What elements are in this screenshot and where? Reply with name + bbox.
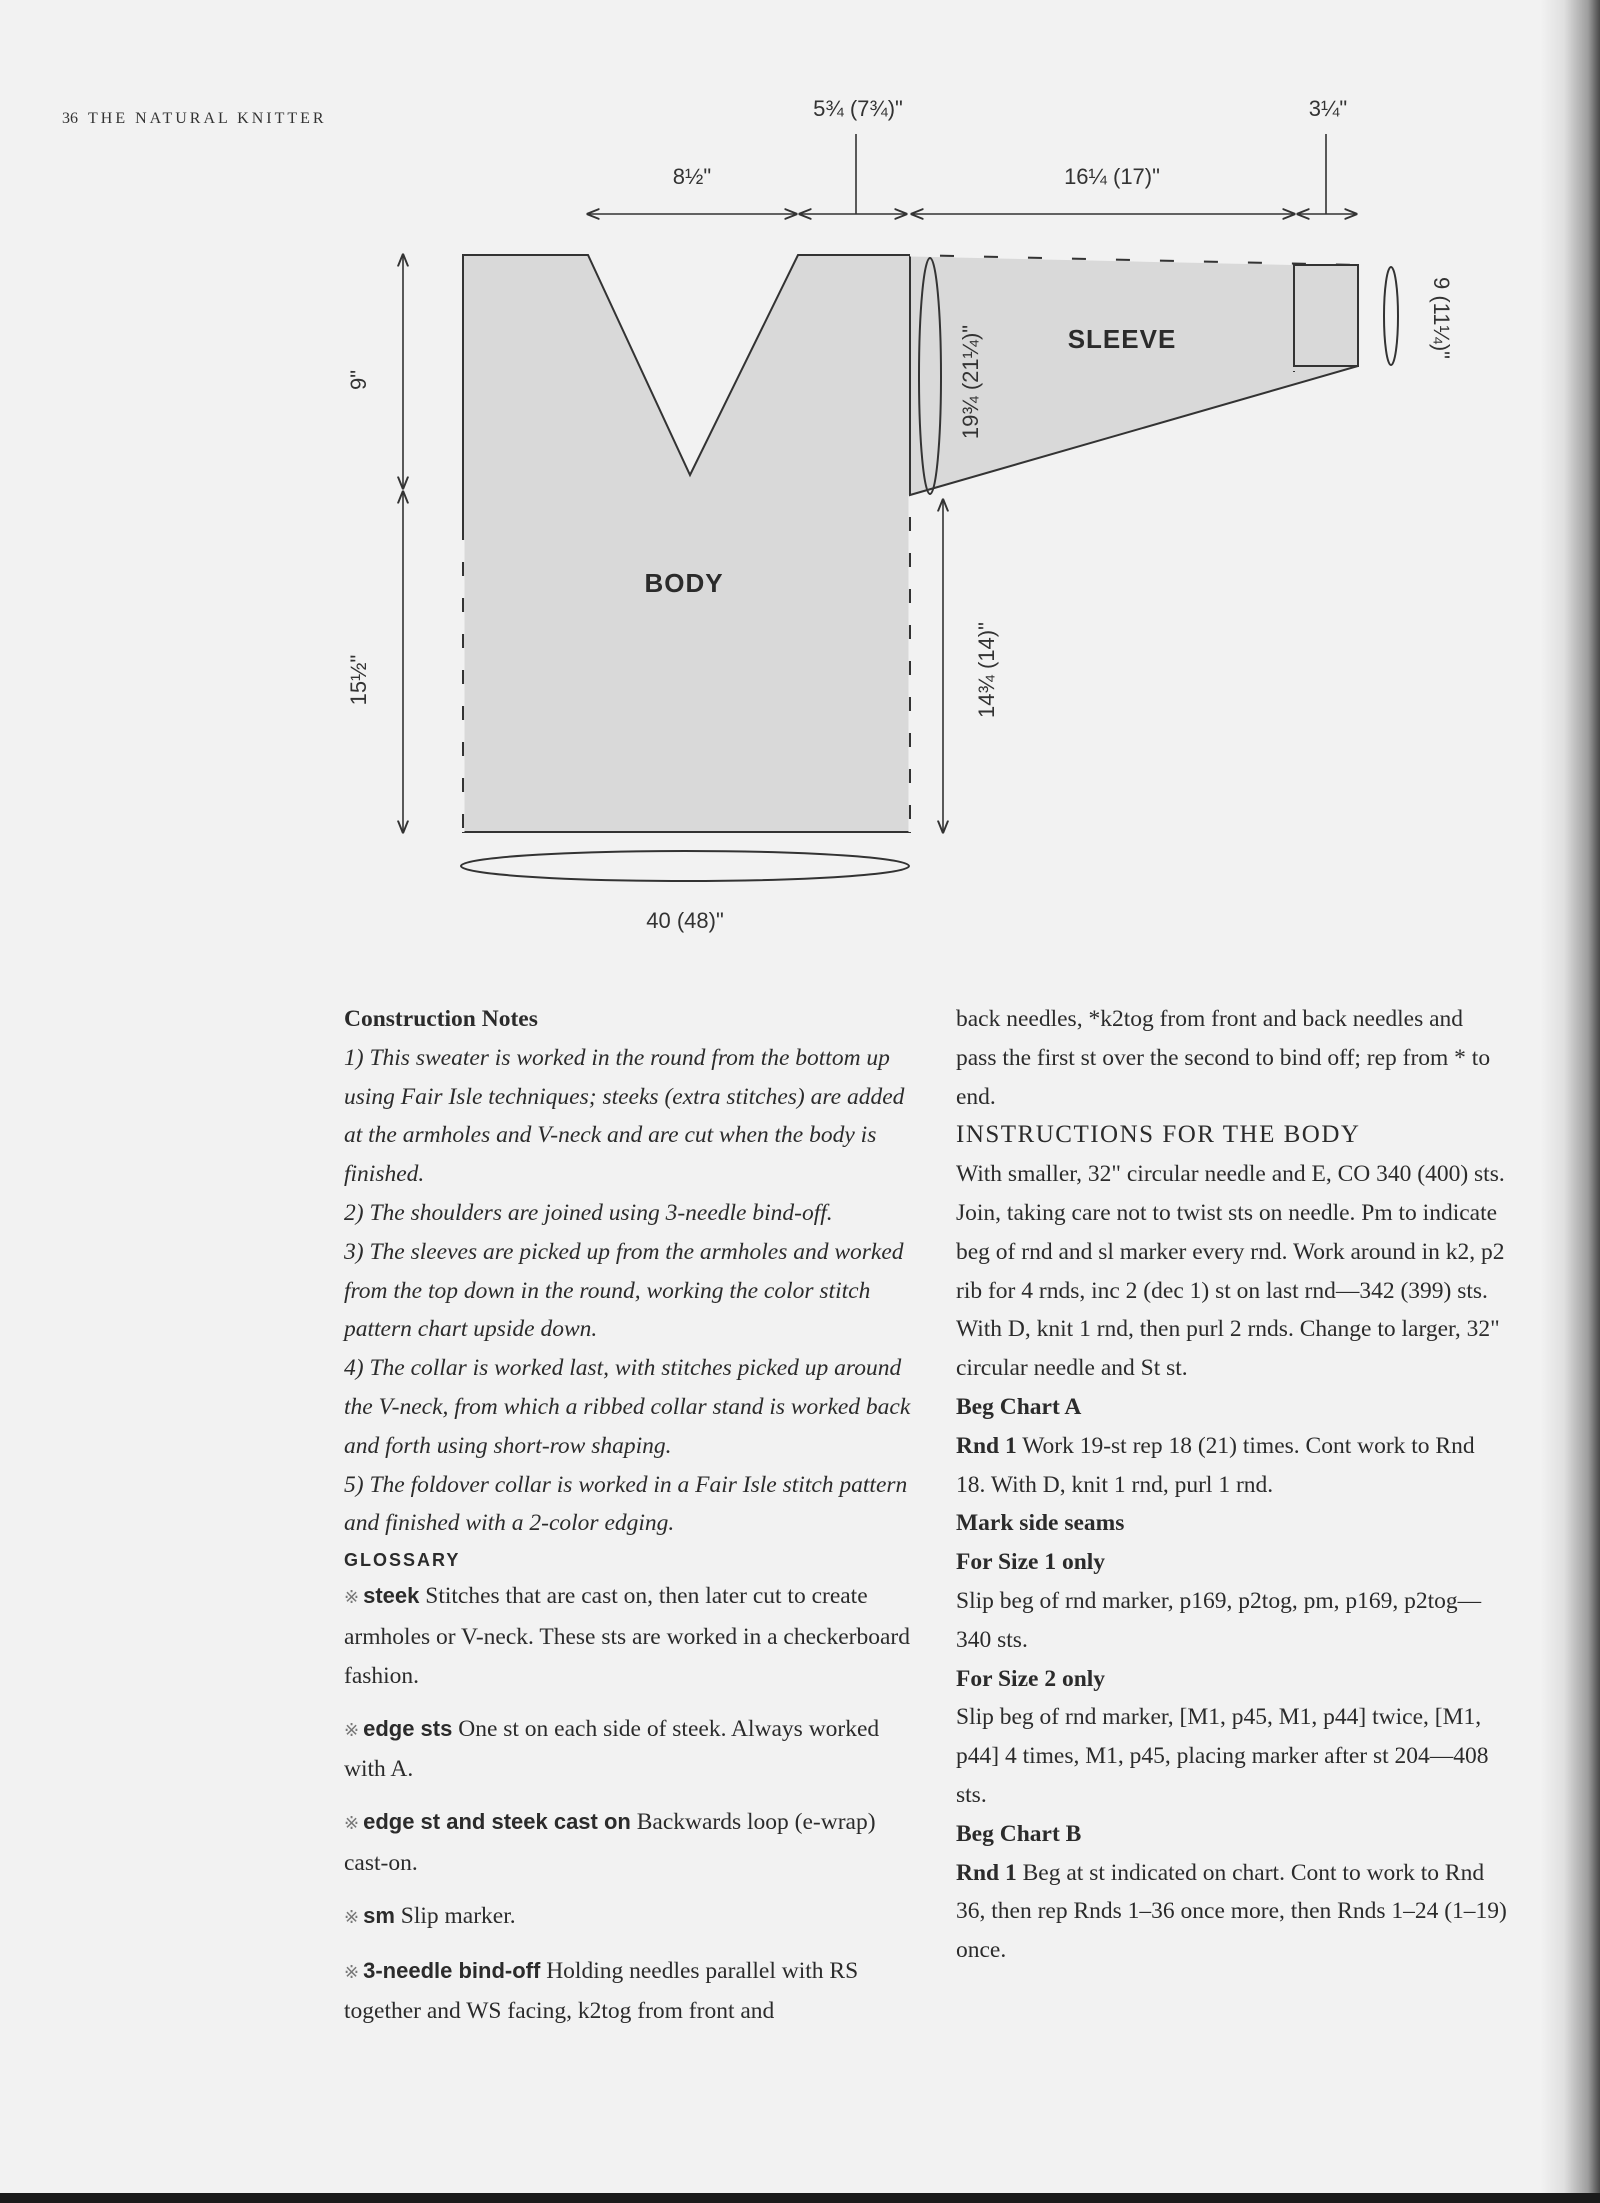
glossary-item xyxy=(344,1710,924,1790)
bind-off-continuation: back needles, *k2tog from front and back needles and pass the first st over the second to bind off; rep from * to end. xyxy=(956,1006,1491,1110)
chart-b-step xyxy=(956,1854,1508,1970)
glossary-item xyxy=(344,1803,924,1883)
note-item: 5) The foldover collar is worked in a Fair Isle stitch pattern and finished with a 2-color edging. xyxy=(344,1471,908,1537)
bullet-icon: ※ xyxy=(344,1906,360,1928)
side-seams-heading: Mark side seams xyxy=(956,1510,1125,1537)
chart-a-heading: Beg Chart A xyxy=(956,1393,1082,1420)
construction-notes-title: Construction Notes xyxy=(344,1006,538,1032)
glossary-definition: Holding needles parallel with RS together and WS facing, k2tog from front and xyxy=(344,1957,859,2025)
bullet-icon: ※ xyxy=(344,1961,360,1983)
bullet-icon: ※ xyxy=(344,1813,360,1835)
instructions-title: INSTRUCTIONS FOR THE BODY xyxy=(956,1121,1361,1149)
sweater-schematic xyxy=(0,0,1600,960)
body-shape xyxy=(463,255,910,832)
dim-sleeve-length: 16¼ (17)" xyxy=(1064,164,1160,189)
left-column xyxy=(344,1000,924,2045)
dim-side-length: 14¾ (14)" xyxy=(974,622,999,718)
dim-armhole-depth: 9" xyxy=(346,369,371,391)
glossary-term: edge sts xyxy=(363,1715,453,1741)
dim-cuff-circumference: 9 (11¼)" xyxy=(1429,277,1454,359)
right-column xyxy=(956,1000,1508,1970)
dim-upper-arm: 19¾ (21¼)" xyxy=(958,324,983,440)
glossary-term: edge st and steek cast on xyxy=(363,1809,631,1835)
instructions-intro: With smaller, 32" circular needle and E, CO 340 (400) sts. Join, taking care not to twist sts on needle. Pm to indicate beg of rnd and sl marker every rnd. Work around in k2, p2 rib for 4 rnds, inc 2 (dec 1) st on last rnd—342 (399) sts. With D, knit 1 rnd, then purl 2 rnds. Change to larger, 32" circular needle and St st. xyxy=(956,1161,1505,1382)
note-item: 2) The shoulders are joined using 3-needle bind-off. xyxy=(344,1199,833,1226)
glossary-term: sm xyxy=(363,1902,395,1928)
chart-a-step xyxy=(956,1427,1508,1505)
glossary-title: GLOSSARY xyxy=(344,1550,461,1571)
glossary-definition: One st on each side of steek. Always worked with A. xyxy=(344,1715,880,1783)
glossary-definition: Stitches that are cast on, then later cut to create armholes or V-neck. These sts are worked in a checkerboard fashion. xyxy=(344,1583,910,1689)
page-number: 36 xyxy=(62,110,78,127)
sleeve-label: SLEEVE xyxy=(1067,324,1177,354)
round-label: Rnd 1 xyxy=(956,1859,1017,1886)
note-item: 4) The collar is worked last, with stitches picked up around the V-neck, from which a ribbed collar stand is worked back and forth using short-row shaping. xyxy=(344,1355,911,1459)
glossary-item xyxy=(344,1897,924,1938)
book-title: THE NATURAL KNITTER xyxy=(88,110,327,127)
size-2-text: Slip beg of rnd marker, [M1, p45, M1, p44] twice, [M1, p44] 4 times, M1, p45, placing marker after st 204—408 sts. xyxy=(956,1704,1489,1808)
bullet-icon: ※ xyxy=(344,1587,360,1609)
scan-edge xyxy=(0,2193,1600,2203)
size-1-heading: For Size 1 only xyxy=(956,1549,1106,1576)
cuff-ellipse xyxy=(1384,267,1398,365)
glossary-term: 3-needle bind-off xyxy=(363,1957,541,1983)
size-2-heading: For Size 2 only xyxy=(956,1665,1106,1692)
note-item: 3) The sleeves are picked up from the armholes and worked from the top down in the round, working the color stitch pattern chart upside down. xyxy=(344,1238,904,1343)
dim-body-length: 15½" xyxy=(346,654,371,706)
round-label: Rnd 1 xyxy=(956,1432,1017,1459)
round-text: Work 19-st rep 18 (21) times. Cont work to Rnd 18. With D, knit 1 rnd, purl 1 rnd. xyxy=(956,1432,1475,1498)
dim-chest: 40 (48)" xyxy=(646,908,724,933)
chart-b-heading: Beg Chart B xyxy=(956,1820,1082,1847)
bullet-icon: ※ xyxy=(344,1719,360,1741)
glossary-term: steek xyxy=(363,1583,420,1609)
dim-cuff-length: 3¼" xyxy=(1308,96,1348,121)
round-text: Beg at st indicated on chart. Cont to work to Rnd 36, then rep Rnds 1–36 once more, then Rnds 1–24 (1–19) once. xyxy=(956,1859,1507,1964)
glossary-item xyxy=(344,1577,924,1695)
dim-shoulder-width: 8½" xyxy=(672,164,712,189)
size-1-text: Slip beg of rnd marker, p169, p2tog, pm, p169, p2tog—340 sts. xyxy=(956,1587,1482,1653)
dim-neck-width: 5¾ (7¾)" xyxy=(813,96,903,121)
body-label: BODY xyxy=(644,568,724,598)
glossary-definition: Slip marker. xyxy=(394,1902,516,1929)
note-item: 1) This sweater is worked in the round from the bottom up using Fair Isle techniques; steeks (extra stitches) are added at the armholes and V-neck and are cut when the body is finished. xyxy=(344,1044,905,1188)
glossary-item xyxy=(344,1952,924,2032)
glossary-definition: Backwards loop (e-wrap) cast-on. xyxy=(344,1809,876,1876)
hem-ellipse xyxy=(461,851,909,881)
